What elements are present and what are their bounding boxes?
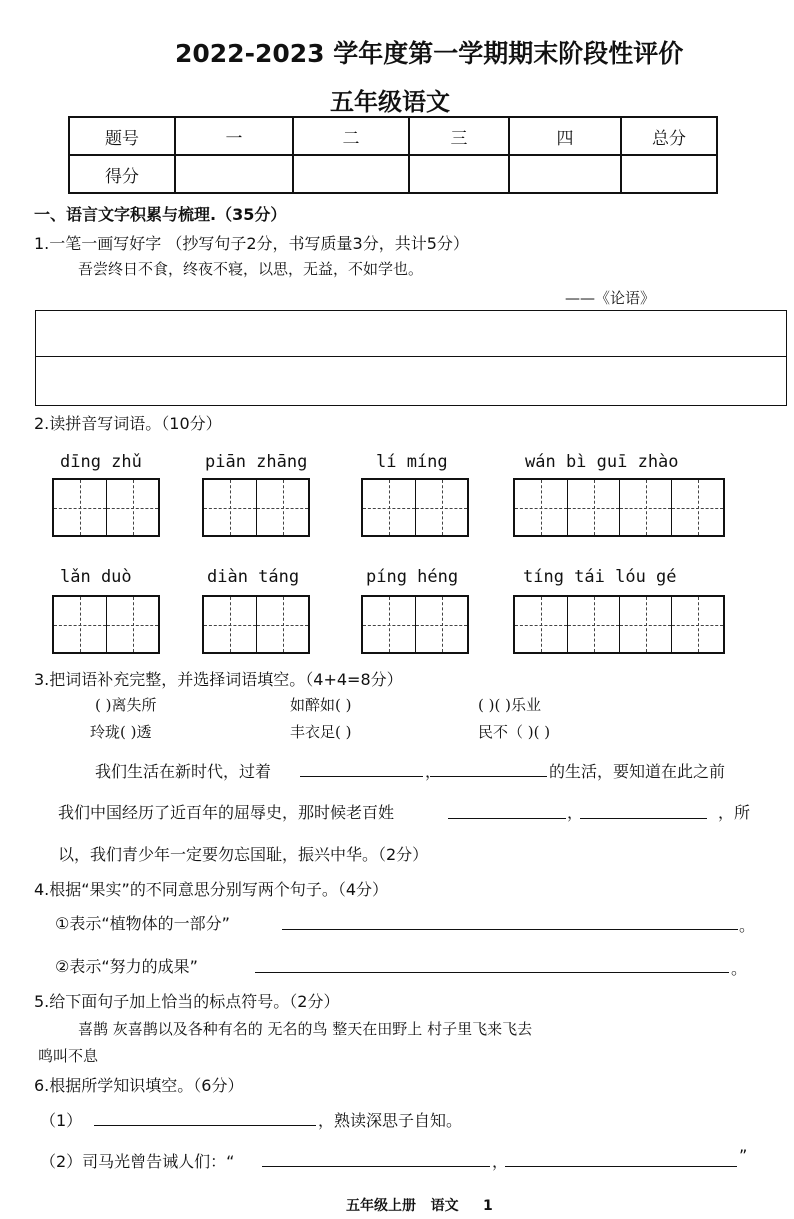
section-title: 一、语言文字积累与梳理.（35分） [34,205,287,224]
page-footer: 五年级上册 语文 1 [346,1198,493,1214]
question-6-item-number: （1） [40,1111,83,1130]
idiom-blank[interactable]: 如醉如( ) [290,696,352,714]
score-header-cell: 四 [509,117,621,155]
question-4-prompt: 4.根据“果实”的不同意思分别写两个句子。（4分） [34,880,389,899]
idiom-blank[interactable]: ( )( )乐业 [478,696,541,714]
answer-line[interactable] [580,818,707,819]
score-header-cell: 题号 [69,117,175,155]
question-4-item: ①表示“植物体的一部分” [55,914,230,933]
pinyin-label: wán bì guī zhào [525,452,679,472]
pinyin-label: piān zhāng [205,452,308,472]
question-4-item: ②表示“努力的成果” [55,957,198,976]
score-input-cell[interactable] [293,155,409,193]
score-table-row [69,155,717,193]
answer-line[interactable] [430,776,547,777]
question-3-prompt: 3.把词语补充完整，并选择词语填空。（4+4=8分） [34,670,403,689]
paragraph-text: ， [567,803,584,822]
score-header-cell: 三 [409,117,509,155]
paragraph-text: 我们中国经历了近百年的屈辱史，那时候老百姓 [58,803,395,822]
paragraph-text: 我们生活在新时代，过着 [95,762,272,781]
score-header-cell: 二 [293,117,409,155]
period-mark: 。 [731,959,748,978]
paragraph-text: 以，我们青少年一定要勿忘国耻，振兴中华。（2分） [58,845,429,864]
idiom-blank[interactable]: ( )离失所 [95,696,157,714]
score-input-cell[interactable] [509,155,621,193]
question-6-prompt: 6.根据所学知识填空。（6分） [34,1076,244,1095]
pinyin-label: dīng zhǔ [60,452,142,472]
score-header-cell: 一 [175,117,293,155]
score-input-cell[interactable] [409,155,509,193]
tianzige-grid[interactable] [52,478,160,537]
page-title: 2022-2023 学年度第一学期期末阶段性评价 [175,39,684,68]
score-input-cell[interactable] [621,155,717,193]
question-6-item-text: ，熟读深思子自知。 [318,1111,463,1130]
idiom-blank[interactable]: 玲珑( )透 [90,723,152,741]
pinyin-label: diàn táng [207,567,300,587]
answer-line[interactable] [94,1125,316,1126]
paragraph-text: ， [425,762,442,781]
tianzige-grid[interactable] [361,478,469,537]
question-1-quote: 吾尝终日不食，终夜不寝，以思，无益，不如学也。 [78,260,424,278]
period-mark: 。 [739,916,756,935]
tianzige-grid[interactable] [202,478,310,537]
tianzige-grid[interactable] [513,595,725,654]
pinyin-label: lí míng [376,452,448,472]
pinyin-label: píng héng [366,567,459,587]
question-5-prompt: 5.给下面句子加上恰当的标点符号。（2分） [34,992,340,1011]
score-row-label: 得分 [69,155,175,193]
answer-line[interactable] [255,972,729,973]
score-input-cell[interactable] [175,155,293,193]
pinyin-label: lǎn duò [60,567,132,587]
copy-writing-box[interactable] [35,310,787,406]
tianzige-grid[interactable] [202,595,310,654]
paragraph-text: ，所 [718,803,751,822]
punctuation-sentence: 喜鹊 灰喜鹊以及各种有名的 无名的鸟 整天在田野上 村子里飞来飞去 [78,1020,533,1038]
question-2-prompt: 2.读拼音写词语。（10分） [34,414,222,433]
closing-quote-mark: ” [739,1146,748,1165]
answer-line[interactable] [505,1166,737,1167]
idiom-blank[interactable]: 民不（ )( ) [478,723,551,741]
answer-line[interactable] [282,929,738,930]
question-1-source: ——《论语》 [565,289,656,307]
question-1-prompt: 1.一笔一画写好字 （抄写句子2分，书写质量3分，共计5分） [34,234,469,253]
copy-box-divider [36,356,786,357]
page-subtitle: 五年级语文 [330,88,450,116]
tianzige-grid[interactable] [52,595,160,654]
score-table-header-row [69,117,717,155]
paragraph-text: 的生活，要知道在此之前 [549,762,726,781]
question-6-item-text: （2）司马光曾告诫人们：“ [40,1152,235,1171]
answer-line[interactable] [262,1166,490,1167]
punctuation-sentence: 鸣叫不息 [38,1047,99,1065]
answer-line[interactable] [448,818,566,819]
idiom-blank[interactable]: 丰衣足( ) [290,723,352,741]
answer-line[interactable] [300,776,423,777]
pinyin-label: tíng tái lóu gé [523,567,677,587]
tianzige-grid[interactable] [513,478,725,537]
tianzige-grid[interactable] [361,595,469,654]
score-table [68,116,718,194]
score-header-cell: 总分 [621,117,717,155]
comma-mark: ， [492,1152,509,1171]
